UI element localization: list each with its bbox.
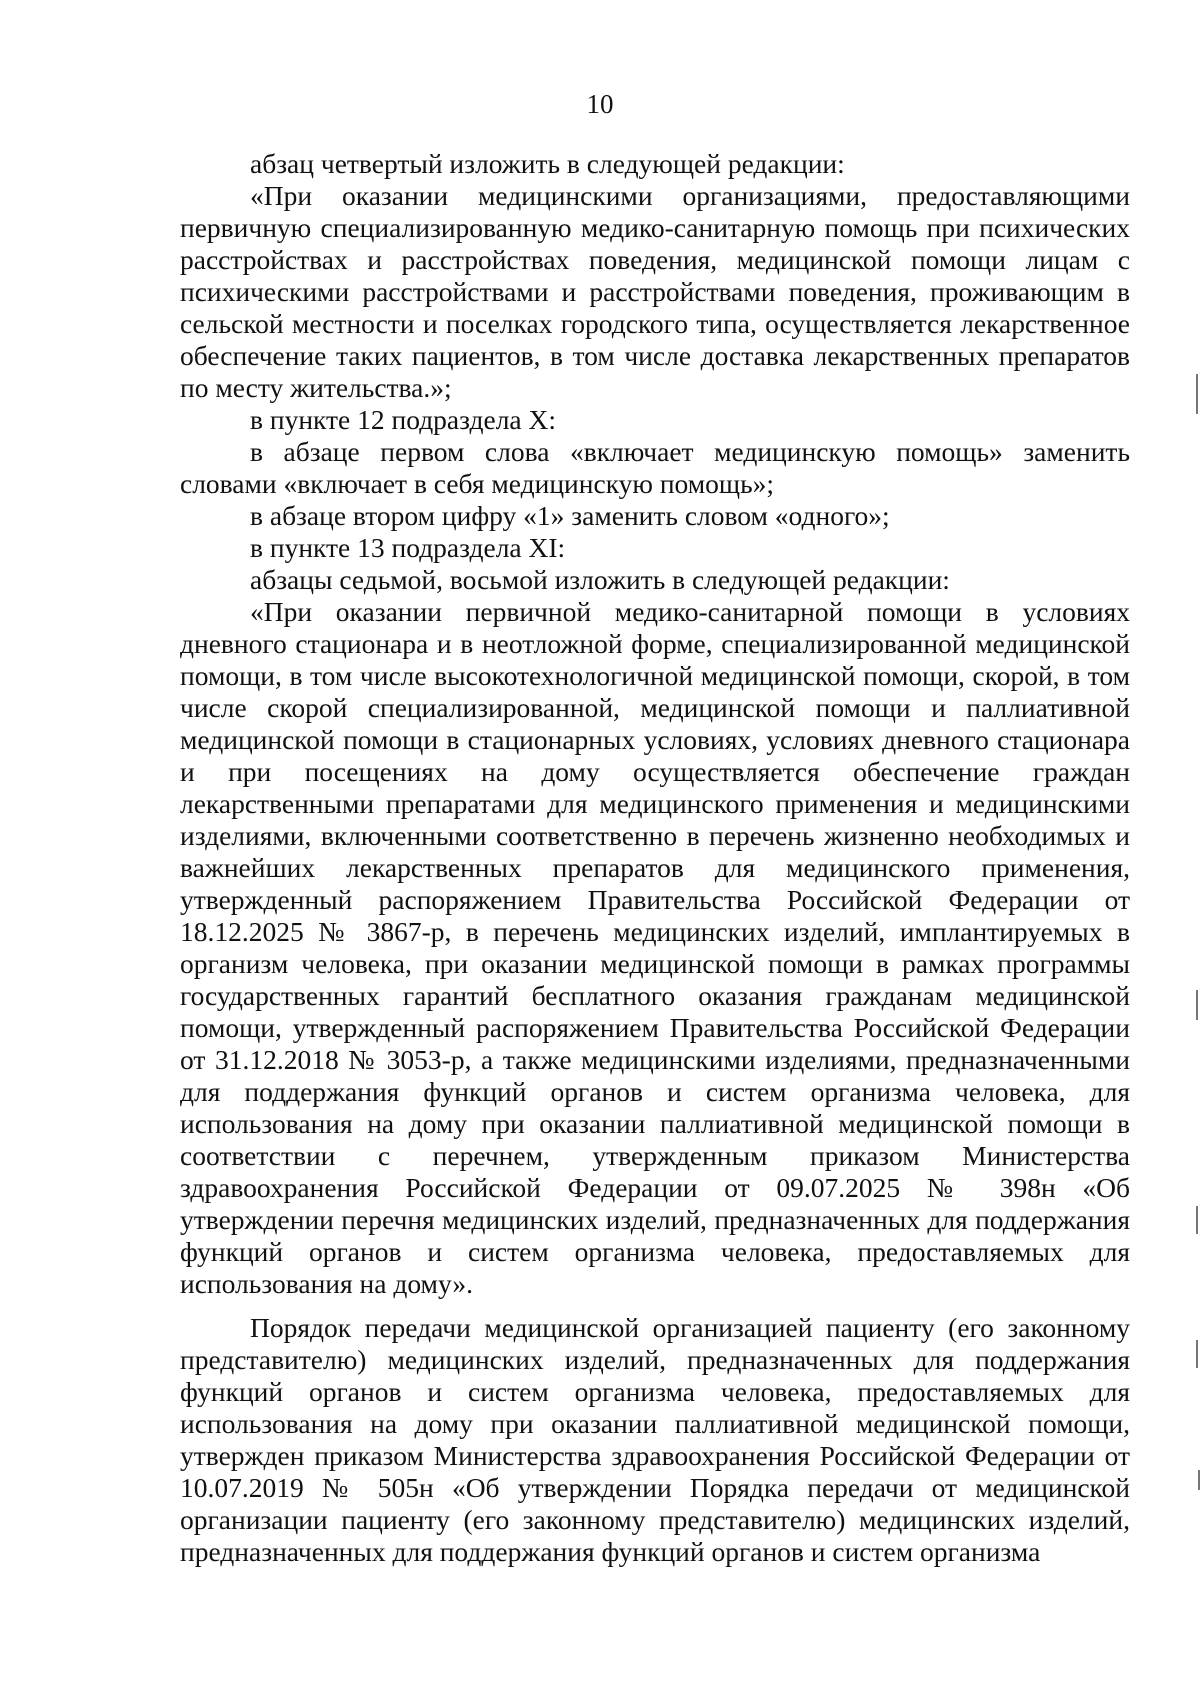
paragraph-9: Порядок передачи медицинской организацией пациенту (его законному представителю) медицинских изделий, предназначенных для поддержания функций органов и систем организма человека, предоставляемых для использования на дому при оказании паллиативной медицинской помощи, утвержден приказом Министерства здравоохранения Российской Федерации от 10.07.2019 № 505н «Об утверждении Порядка передачи от медицинской организации пациенту (его законному представителю) медицинских изделий, предназначенных для поддержания функций органов и систем организма [180, 1312, 1130, 1567]
paragraph-8: «При оказании первичной медико-санитарной помощи в условиях дневного стационара и в неотложной форме, специализированной медицинской помощи, в том числе высокотехнологичной медицинской помощи, скорой, в том числе скорой специализированной, медицинской помощи и паллиативной медицинской помощи в стационарных условиях, условиях дневного стационара и при посещениях на дому осуществляется обеспечение граждан лекарственными препаратами для медицинского применения и медицинскими изделиями, включенными соответственно в перечень жизненно необходимых и важнейших лекарственных препаратов для медицинского применения, утвержденный распоряжением Правительства Российской Федерации от 18.12.2025 № 3867-р, в перечень медицинских изделий, имплантируемых в организм человека, при оказании медицинской помощи в рамках программы государственных гарантий бесплатного оказания гражданам медицинской помощи, утвержденный распоряжением Правительства Российской Федерации от 31.12.2018 № 3053-р, а также медицинскими изделиями, предназначенными для поддержания функций органов и систем организма человека, для использования на дому при оказании паллиативной медицинской помощи в соответствии с перечнем, утвержденным приказом Министерства здравоохранения Российской Федерации от 09.07.2025 № 398н «Об утверждении перечня медицинских изделий, предназначенных для поддержания функций органов и систем организма человека, предоставляемых для использования на дому». [180, 596, 1130, 1299]
document-body [180, 148, 1130, 1568]
scan-edge-mark [1196, 374, 1198, 414]
scan-edge-mark [1196, 990, 1198, 1020]
scan-edge-mark [1196, 1206, 1198, 1234]
paragraph-6: в пункте 13 подраздела XI: [250, 532, 566, 563]
paragraph-1: абзац четвертый изложить в следующей редакции: [250, 148, 845, 179]
scan-edge-mark [1196, 1340, 1198, 1368]
paragraph-4: в абзаце первом слова «включает медицинскую помощь» заменить словами «включает в себя медицинскую помощь»; [180, 436, 1130, 499]
paragraph-5: в абзаце втором цифру «1» заменить словом «одного»; [250, 500, 890, 531]
page-number: 10 [586, 89, 614, 119]
paragraph-7: абзацы седьмой, восьмой изложить в следующей редакции: [250, 564, 950, 595]
paragraph-2: «При оказании медицинскими организациями, предоставляющими первичную специализированную медико-санитарную помощь при психических расстройствах и расстройствах поведения, медицинской помощи лицам с психическими расстройствами и расстройствами поведения, проживающим в сельской местности и поселках городского типа, осуществляется лекарственное обеспечение таких пациентов, в том числе доставка лекарственных препаратов по месту жительства.»; [180, 180, 1130, 403]
paragraph-3: в пункте 12 подраздела X: [250, 404, 557, 435]
